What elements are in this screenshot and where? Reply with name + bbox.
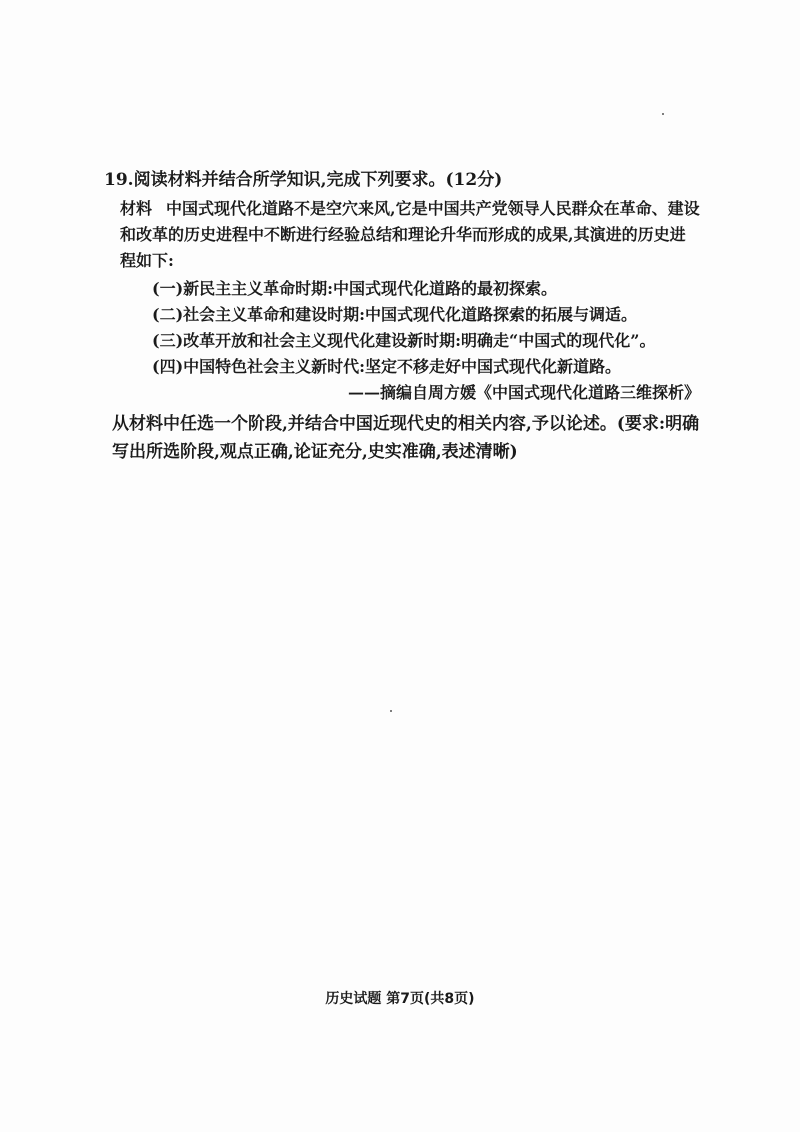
stage-list (120, 276, 700, 380)
source-citation: ——摘编自周方媛《中国式现代化道路三维探析》 (347, 383, 700, 402)
material-text: 中国式现代化道路不是空穴来风,它是中国共产党领导人民群众在革命、建设和改革的历史进程中不断进行经验总结和理论升华而形成的成果,其演进的历史进程如下: (120, 199, 700, 270)
scan-speck (662, 113, 664, 115)
page-footer: 历史试题 第7页(共8页) (325, 991, 475, 1007)
material-paragraph (120, 196, 700, 274)
question-19 (104, 166, 700, 466)
material-label: 材料 (120, 199, 153, 218)
stage-item: (三)改革开放和社会主义现代化建设新时期:明确走“中国式的现代化”。 (152, 331, 656, 350)
stage-item: (一)新民主主义革命时期:中国式现代化道路的最初探索。 (152, 279, 558, 298)
question-title: 19.阅读材料并结合所学知识,完成下列要求。(12分) (104, 170, 503, 190)
scan-speck (390, 710, 392, 712)
stage-item: (四)中国特色社会主义新时代:坚定不移走好中国式现代化新道路。 (152, 357, 622, 376)
task-instruction: 从材料中任选一个阶段,并结合中国近现代史的相关内容,予以论述。(要求:明确写出所选阶段,观点正确,论证充分,史实准确,表述清晰) (112, 414, 700, 462)
stage-item: (二)社会主义革命和建设时期:中国式现代化道路探索的拓展与调适。 (152, 305, 638, 324)
